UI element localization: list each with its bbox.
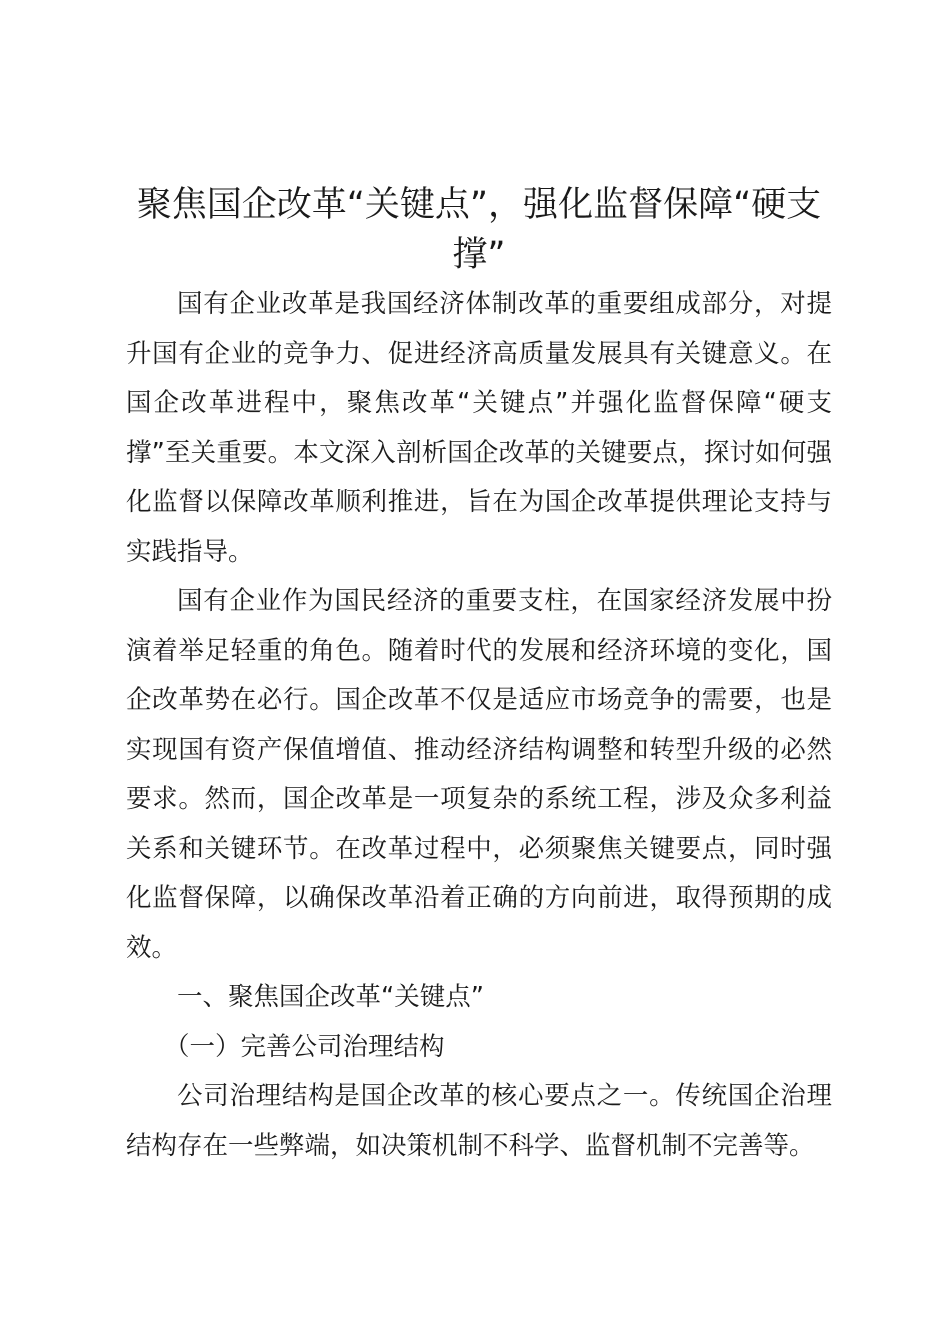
subsection-heading: （一）完善公司治理结构 <box>164 1031 445 1062</box>
section-heading: 一、聚焦国企改革“关键点” <box>177 982 484 1012</box>
body-paragraph: 公司治理结构是国企改革的核心要点之一。传统国企治理结构存在一些弊端，如决策机制不科学、监督机制不完善等。 <box>126 1081 832 1161</box>
intro-paragraph: 国有企业改革是我国经济体制改革的重要组成部分，对提升国有企业的竞争力、促进经济高质量发展具有关键意义。在国企改革进程中，聚焦改革“关键点”并强化监督保障“硬支撑”至关重要。本文深入剖析国企改革的关键要点，探讨如何强化监督以保障改革顺利推进，旨在为国企改革提供理论支持与实践指导。 <box>126 289 832 567</box>
document-title: 聚焦国企改革“关键点”，强化监督保障“硬支撑” <box>136 185 822 275</box>
document-page <box>126 180 832 1171</box>
background-paragraph: 国有企业作为国民经济的重要支柱，在国家经济发展中扮演着举足轻重的角色。随着时代的发展和经济环境的变化，国企改革势在必行。国企改革不仅是适应市场竞争的需要，也是实现国有资产保值增值、推动经济结构调整和转型升级的必然要求。然而，国企改革是一项复杂的系统工程，涉及众多利益关系和关键环节。在改革过程中，必须聚焦关键要点，同时强化监督保障，以确保改革沿着正确的方向前进，取得预期的成效。 <box>126 586 832 963</box>
